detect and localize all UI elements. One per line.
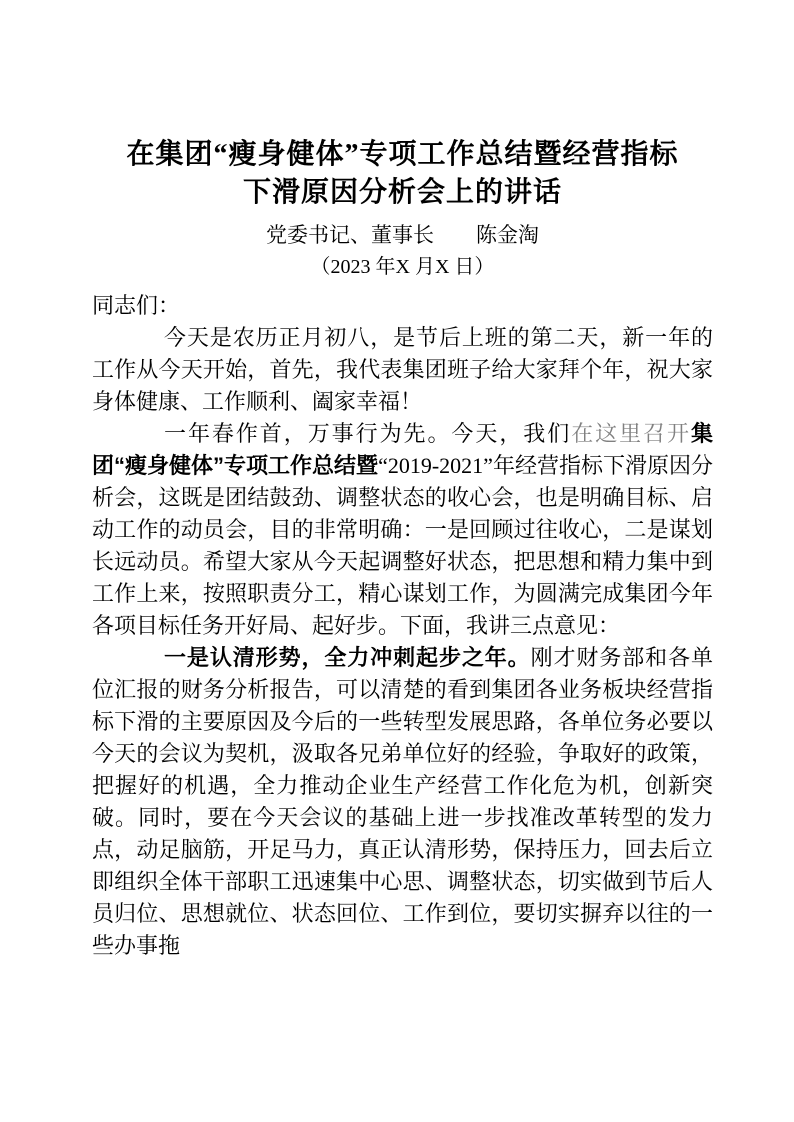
paragraph-meeting-purpose [92, 418, 713, 642]
meeting-rest-text: 年经营指标下滑原因分析会，这既是团结鼓劲、调整状态的收心会，也是明确目标、启动工作的动员会，目的非常明确：一是回顾过往收心，二是谋划长远动员。希望大家从今天起调整好状态，把思想和精力集中到工作上来，按照职责分工，精心谋划工作，为圆满完成集团今年各项目标任务开好局、起好步。下面，我讲三点意见： [92, 453, 713, 638]
paragraph-greeting [92, 322, 713, 418]
document-title [108, 136, 698, 212]
meeting-here-phrase: 在这里召开 [571, 421, 691, 446]
document-title-line-1: 在集团“瘦身健体”专项工作总结暨经营指标 [126, 139, 679, 170]
meeting-intro-text: 一年春作首，万事行为先。今天，我们 [164, 421, 572, 446]
paragraph-point-one [92, 642, 713, 962]
document-body [92, 290, 713, 962]
meeting-years-text: “2019-2021” [378, 453, 493, 478]
author-byline: 党委书记、董事长 陈金淘 [266, 223, 539, 247]
point-one-body-text: 刚才财务部和各单位汇报的财务分析报告，可以清楚的看到集团各业务板块经营指标下滑的主要原因及今后的一些转型发展思路，各单位务必要以今天的会议为契机，汲取各兄弟单位好的经验，争取好的政策，把握好的机遇，全力推动企业生产经营工作化危为机，创新突破。同时，要在今天会议的基础上进一步找准改革转型的发力点，动足脑筋，开足马力，真正认清形势，保持压力，回去后立即组织全体干部职工迅速集中心思、调整状态，切实做到节后人员归位、思想就位、状态回位、工作到位，要切实摒弃以往的一些办事拖 [92, 645, 713, 958]
salutation: 同志们： [92, 293, 181, 318]
document-date: （2023 年X 月X 日） [310, 256, 495, 278]
paragraph-greeting-text: 今天是农历正月初八，是节后上班的第二天，新一年的工作从今天开始，首先，我代表集团班子给大家拜个年，祝大家身体健康、工作顺利、阖家幸福！ [92, 325, 713, 414]
point-one-heading: 一是认清形势，全力冲刺起步之年。 [164, 645, 531, 670]
meeting-name-text: 集团“瘦身健体”专项工作总结暨 [92, 421, 713, 478]
document-title-line-2: 下滑原因分析会上的讲话 [242, 177, 562, 208]
